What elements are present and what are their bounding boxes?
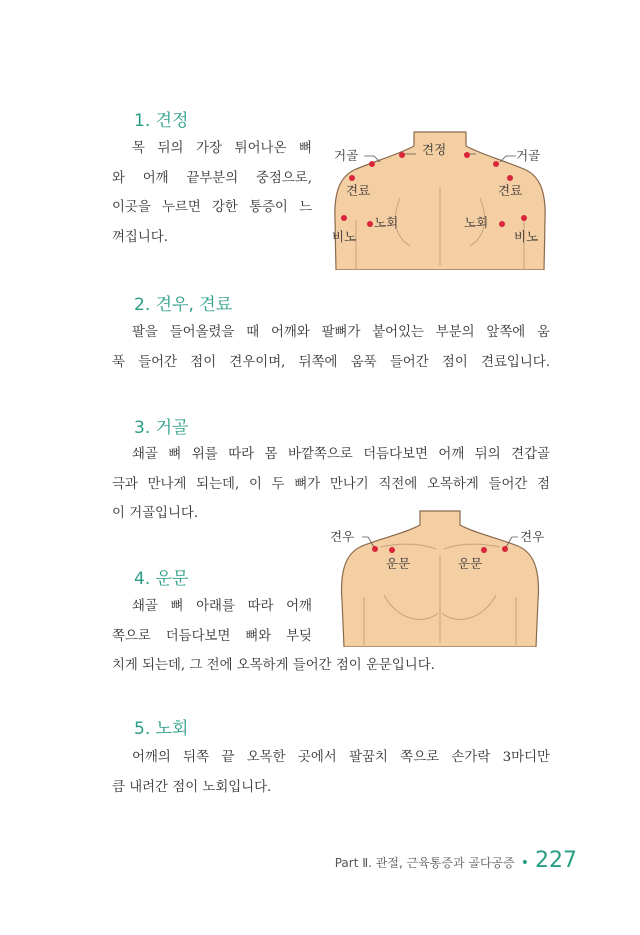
point-nohoe-right — [499, 221, 505, 227]
text-line: 껴집니다. — [112, 229, 168, 245]
point-geogol-left — [369, 161, 375, 167]
section-2-title: 2. 견우, 견료 — [134, 295, 233, 315]
label-unmun-right: 운문 — [458, 556, 483, 571]
label-bino-right: 비노 — [514, 229, 539, 244]
label-geogol-left: 거골 — [334, 148, 359, 163]
text-line: 와 어깨 끝부분의 중점으로, — [112, 170, 312, 186]
section-5-title: 5. 노회 — [134, 719, 189, 739]
text-line: 쇄골 뼈 아래를 따라 어깨 — [132, 599, 312, 614]
text-line: 치게 되는데, 그 전에 오목하게 들어간 점이 운문입니다. — [112, 658, 435, 673]
text-line: 목 뒤의 가장 튀어나온 뼈 — [132, 141, 312, 156]
label-nohoe-right: 노회 — [464, 215, 489, 230]
text-line: 큼 내려간 점이 노회입니다. — [112, 779, 272, 795]
label-nohoe-left: 노회 — [374, 215, 399, 230]
text-line: 어깨의 뒤쪽 끝 오목한 곳에서 팔꿈치 쪽으로 손가락 3마디만 — [132, 750, 550, 765]
footer-bullet: • — [520, 855, 529, 871]
label-geojeong: 견정 — [422, 142, 447, 157]
label-bino-left: 비노 — [332, 229, 357, 244]
section-2-text — [112, 318, 550, 377]
point-gyeonryo-right — [507, 175, 513, 181]
point-bino-right — [521, 215, 527, 221]
point-unmun-right — [481, 547, 487, 553]
front-chest-figure — [328, 509, 552, 647]
section-3-title: 3. 거골 — [134, 418, 189, 438]
section-5-text — [112, 743, 550, 802]
section-4-title: 4. 운문 — [134, 569, 189, 589]
text-line: 팔을 들어올렸을 때 어깨와 팔뼈가 붙어있는 부분의 앞쪽에 움 — [132, 325, 550, 340]
point-geojeong-left — [399, 152, 405, 158]
point-gyeonryo-left — [349, 175, 355, 181]
point-gyeonu-right — [502, 546, 508, 552]
back-shoulder-figure — [330, 128, 550, 270]
point-gyeonu-left — [372, 546, 378, 552]
text-line: 이곳을 누르면 강한 통증이 느 — [112, 200, 312, 215]
label-gyeonryo-left: 견료 — [346, 183, 371, 198]
section-4-text-continued — [112, 651, 550, 681]
point-nohoe-left — [367, 221, 373, 227]
section-4-text — [112, 592, 312, 651]
label-gyeonryo-right: 견료 — [498, 183, 523, 198]
text-line: 이 거골입니다. — [112, 506, 199, 521]
text-line: 쇄골 뼈 위를 따라 몸 바깥쪽으로 더듬다보면 어깨 뒤의 견갑골 — [132, 447, 550, 462]
point-geogol-right — [493, 161, 499, 167]
label-unmun-left: 운문 — [386, 556, 411, 571]
label-gyeonu-right: 견우 — [520, 529, 545, 544]
page-footer — [335, 848, 577, 873]
point-bino-left — [341, 215, 347, 221]
text-line: 푹 들어간 점이 견우이며, 뒤쪽에 움푹 들어간 점이 견료입니다. — [112, 354, 550, 370]
text-line: 쪽으로 더듬다보면 뼈와 부딪 — [112, 628, 312, 644]
page-number: 227 — [535, 848, 577, 873]
label-geogol-right: 거골 — [516, 148, 541, 163]
point-unmun-left — [389, 547, 395, 553]
section-1-text — [112, 134, 312, 252]
section-1-title: 1. 견정 — [134, 111, 189, 131]
label-gyeonu-left: 견우 — [330, 529, 355, 544]
text-line: 극과 만나게 되는데, 이 두 뼈가 만나기 직전에 오목하게 들어간 점 — [112, 476, 550, 492]
point-geojeong-right — [464, 152, 470, 158]
footer-part-title: Part Ⅱ. 관절, 근육통증과 골다공증 — [334, 856, 515, 870]
